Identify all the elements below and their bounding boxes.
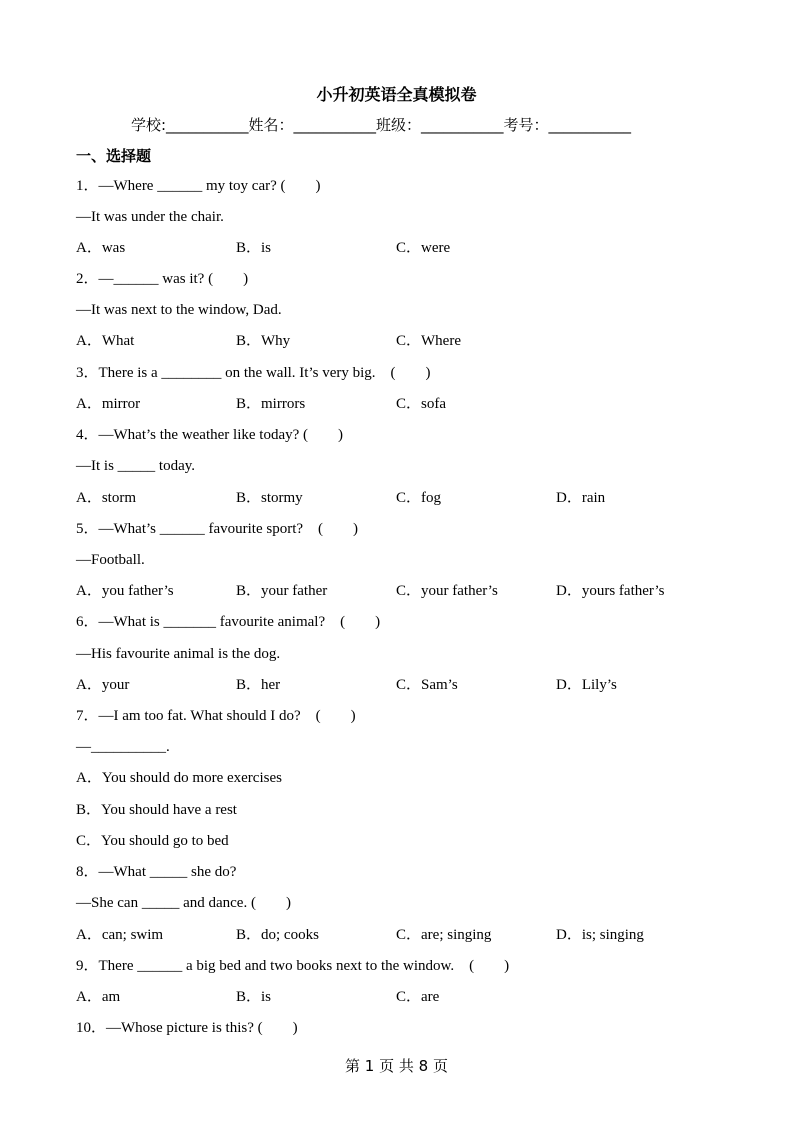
question-3-option-a: A．mirror [76,396,141,412]
question-5-option-b: B．your father [236,583,328,599]
section-heading: 一、选择题 [76,147,152,165]
question-4-option-d: D．rain [556,490,606,506]
student-info-line: 学校:___________姓名：___________班级：___________考号：___________ [131,116,632,134]
question-8-option-b: B．do; cooks [236,927,319,943]
question-8-answer-line: —She can _____ and dance. ( ) [76,895,291,911]
question-2-answer-line: —It was next to the window, Dad. [76,302,282,318]
question-8-option-a: A．can; swim [76,927,164,943]
question-9-option-b: B．is [236,989,272,1005]
question-4-option-c: C．fog [396,490,442,506]
question-6-option-a: A．your [76,677,130,693]
question-1-option-b: B．is [236,240,272,256]
question-3-stem: 3．There is a ________ on the wall. It’s very big. ( ) [76,365,431,381]
question-9-option-a: A．am [76,989,121,1005]
question-2-stem: 2．—______ was it? ( ) [76,271,249,287]
question-4-answer-line: —It is _____ today. [76,458,196,474]
question-5-option-a: A．you father’s [76,583,174,599]
question-1-option-a: A．was [76,240,126,256]
question-4-option-b: B．stormy [236,490,303,506]
question-2-option-b: B．Why [236,333,291,349]
question-1-stem: 1．—Where ______ my toy car? ( ) [76,178,321,194]
question-8-option-c: C．are; singing [396,927,492,943]
question-8-stem: 8．—What _____ she do? [76,864,237,880]
question-5-option-d: D．yours father’s [556,583,665,599]
question-1-option-c: C．were [396,240,451,256]
question-6-option-b: B．her [236,677,281,693]
question-9-stem: 9．There ______ a big bed and two books next to the window. ( ) [76,958,510,974]
question-6-answer-line: —His favourite animal is the dog. [76,646,281,662]
question-6-option-c: C．Sam’s [396,677,458,693]
question-7-answer-line: —__________. [76,739,170,755]
question-9-option-c: C．are [396,989,440,1005]
question-5-option-c: C．your father’s [396,583,498,599]
question-5-answer-line: —Football. [76,552,145,568]
question-4-option-a: A．storm [76,490,137,506]
question-2-option-c: C．Where [396,333,461,349]
question-5-stem: 5．—What’s ______ favourite sport? ( ) [76,521,359,537]
page-title: 小升初英语全真模拟卷 [316,85,477,104]
question-3-option-b: B．mirrors [236,396,306,412]
question-7-option-a: A．You should do more exercises [76,770,282,786]
question-6-stem: 6．—What is _______ favourite animal? ( ) [76,614,381,630]
question-7-stem: 7．—I am too fat. What should I do? ( ) [76,708,356,724]
question-6-option-d: D．Lily’s [556,677,617,693]
question-1-answer-line: —It was under the chair. [76,209,224,225]
question-8-option-d: D．is; singing [556,927,644,943]
question-10-stem: 10．—Whose picture is this? ( ) [76,1020,298,1036]
question-7-option-c: C．You should go to bed [76,833,229,849]
page-footer: 第 1 页 共 8 页 [345,1057,448,1075]
question-4-stem: 4．—What’s the weather like today? ( ) [76,427,343,443]
question-7-option-b: B．You should have a rest [76,802,237,818]
question-3-option-c: C．sofa [396,396,446,412]
question-2-option-a: A．What [76,333,135,349]
